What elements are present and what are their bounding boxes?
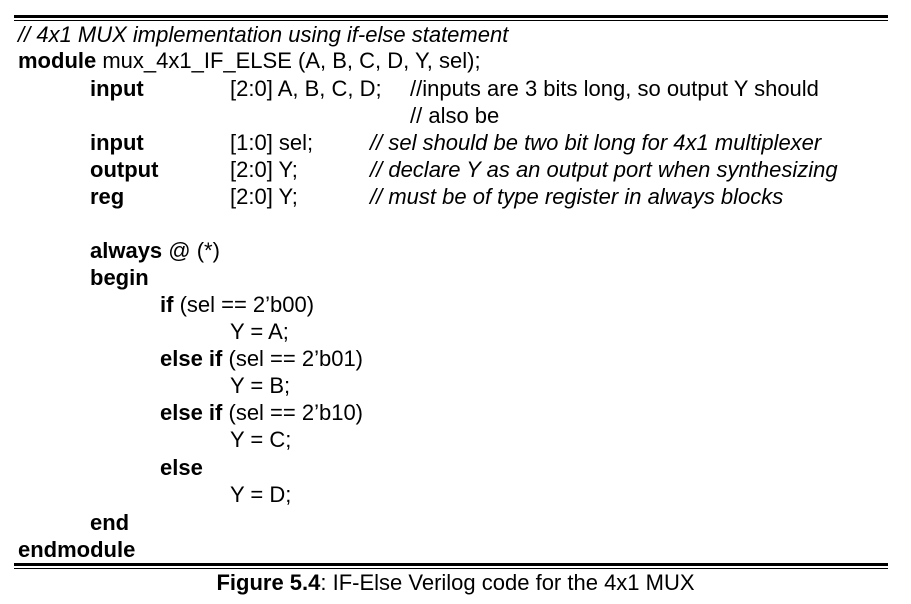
branch-keyword: else if — [160, 400, 223, 425]
bottom-rule-thick — [14, 563, 888, 566]
decl-keyword: input — [90, 76, 144, 101]
module-keyword: module — [18, 48, 97, 73]
decl-keyword: reg — [90, 184, 125, 209]
decl-comment-continuation: // also be — [410, 103, 500, 128]
branch-condition — [160, 346, 363, 372]
branch-condition — [160, 292, 314, 318]
branch-body: Y = A; — [230, 319, 289, 344]
header-comment: // 4x1 MUX implementation using if-else statement — [18, 22, 509, 47]
branch-keyword: if — [160, 292, 174, 317]
bottom-rule-thin — [14, 568, 888, 569]
branch-keyword: else if — [160, 346, 223, 371]
branch-keyword: else — [160, 455, 203, 480]
sensitivity-list: @ (*) — [162, 238, 220, 263]
branch-test: (sel == 2’b01) — [222, 346, 364, 371]
branch-body: Y = B; — [230, 373, 291, 398]
decl-comment: // sel should be two bit long for 4x1 multiplexer — [370, 130, 822, 155]
decl-type: [2:0] Y; — [230, 184, 298, 209]
figure-label: Figure 5.4 — [216, 570, 321, 595]
branch-test: (sel == 2’b10) — [222, 400, 364, 425]
decl-comment: // must be of type register in always blocks — [370, 184, 784, 209]
branch-test: (sel == 2’b00) — [173, 292, 315, 317]
always-keyword: always — [90, 238, 163, 263]
endmodule-keyword: endmodule — [18, 537, 136, 562]
branch-condition — [160, 400, 363, 426]
module-signature: mux_4x1_IF_ELSE (A, B, C, D, Y, sel); — [96, 48, 481, 73]
decl-type: [2:0] A, B, C, D; — [230, 76, 382, 101]
begin-keyword: begin — [90, 265, 149, 290]
decl-type: [1:0] sel; — [230, 130, 314, 155]
figure-caption-text: : IF-Else Verilog code for the 4x1 MUX — [320, 570, 695, 595]
figure-caption — [0, 570, 911, 596]
branch-condition — [160, 455, 203, 481]
decl-type: [2:0] Y; — [230, 157, 298, 182]
always-statement — [90, 238, 220, 264]
branch-body: Y = D; — [230, 482, 292, 507]
decl-keyword: output — [90, 157, 159, 182]
branch-body: Y = C; — [230, 427, 292, 452]
decl-keyword: input — [90, 130, 144, 155]
decl-comment: // declare Y as an output port when synthesizing — [370, 157, 838, 182]
end-keyword: end — [90, 510, 130, 535]
module-declaration — [18, 48, 481, 74]
decl-comment: //inputs are 3 bits long, so output Y should — [410, 76, 819, 101]
